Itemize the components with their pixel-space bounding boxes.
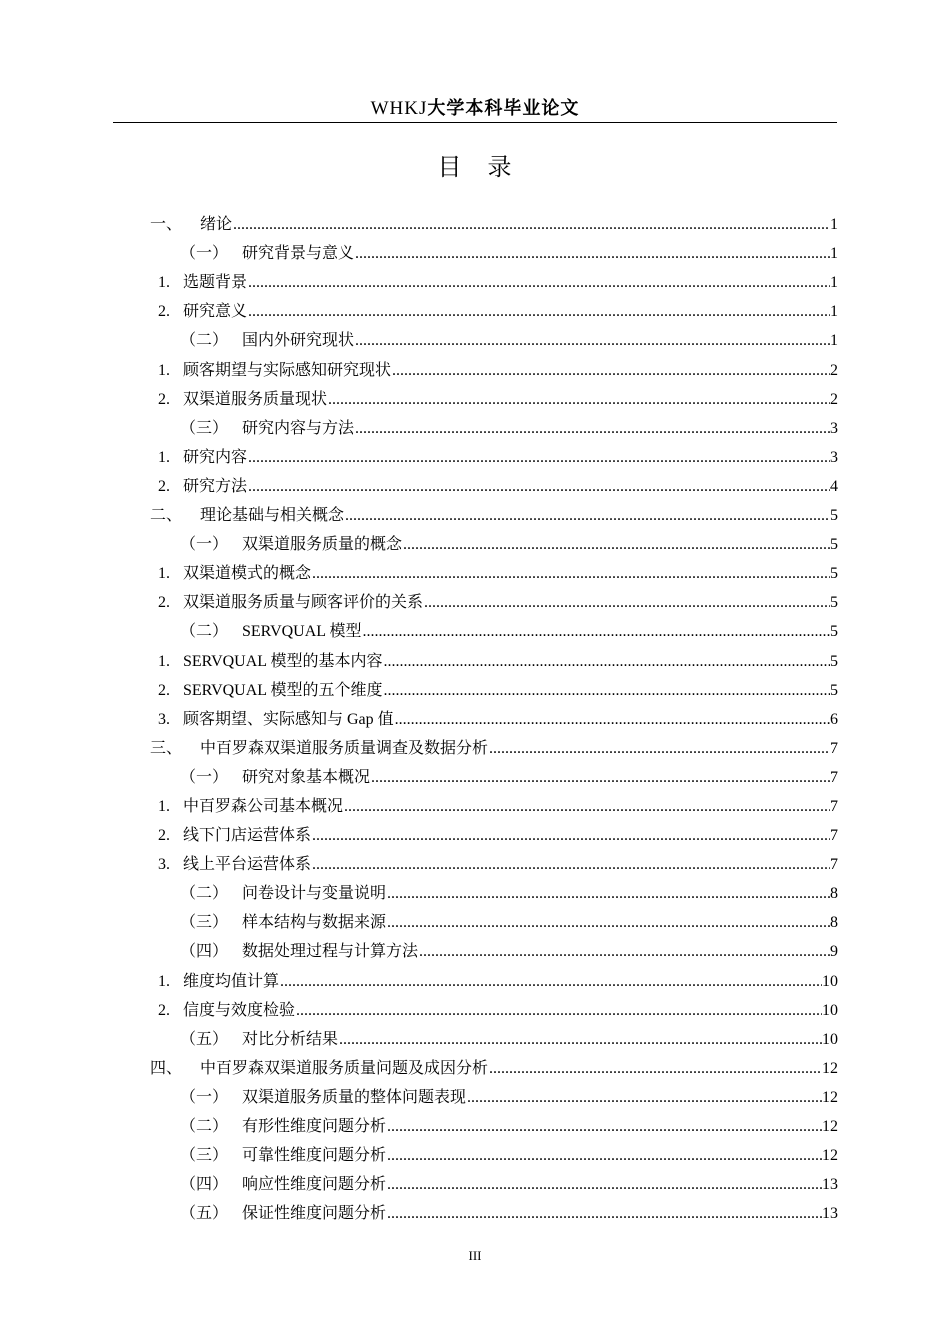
dot-leader (328, 390, 830, 410)
toc-entry-page: 12 (822, 1147, 838, 1165)
toc-entry-number: （四） (180, 943, 229, 961)
toc-entry-number: 二、 (150, 507, 183, 525)
toc-entry-page: 8 (830, 914, 838, 932)
toc-entry-page: 5 (830, 623, 838, 641)
dot-leader (424, 593, 830, 613)
dot-leader (395, 710, 830, 730)
toc-entry[interactable] (150, 992, 838, 1021)
toc-entry-title: 研究内容 (183, 448, 248, 466)
dot-leader (233, 215, 830, 235)
toc-entry-page: 3 (830, 448, 838, 466)
toc-entry-number: （五） (180, 1205, 229, 1223)
toc-entry[interactable] (150, 1137, 838, 1166)
toc-entry-title: 顾客期望与实际感知研究现状 (183, 361, 392, 379)
toc-entry-number: （五） (180, 1030, 229, 1048)
toc-entry-number: 1. (158, 652, 170, 670)
toc-entry[interactable] (150, 904, 838, 933)
toc-entry-page: 5 (830, 594, 838, 612)
toc-entry[interactable] (150, 759, 838, 788)
toc-entry-title: 国内外研究现状 (242, 332, 355, 350)
dot-leader (345, 506, 830, 526)
toc-entry-page: 5 (830, 681, 838, 699)
toc-entry-number: （三） (180, 1147, 229, 1165)
toc-entry-title: 选题背景 (183, 274, 248, 292)
toc-entry[interactable] (150, 584, 838, 613)
toc-entry-page: 7 (830, 856, 838, 874)
toc-entry-number: （一） (180, 1088, 229, 1106)
toc-entry-title: 研究意义 (183, 303, 248, 321)
toc-entry-page: 1 (830, 245, 838, 263)
toc-entry-number: 2. (158, 477, 170, 495)
toc-entry-title: 双渠道服务质量的整体问题表现 (242, 1088, 467, 1106)
toc-entry[interactable] (150, 846, 838, 875)
toc-entry-number: （二） (180, 332, 229, 350)
toc-entry-title: 线上平台运营体系 (183, 856, 312, 874)
toc-entry-title: 双渠道服务质量与顾客评价的关系 (183, 594, 424, 612)
toc-entry-number: （三） (180, 419, 229, 437)
toc-entry-number: 1. (158, 797, 170, 815)
toc-entry[interactable] (150, 672, 838, 701)
toc-entry-title: 中百罗森双渠道服务质量调查及数据分析 (200, 739, 489, 757)
toc-entry[interactable] (150, 322, 838, 351)
toc-entry-number: 1. (158, 972, 170, 990)
toc-entry-title: 有形性维度问题分析 (242, 1118, 387, 1135)
toc-entry-page: 7 (830, 797, 838, 815)
toc-entry-page: 10 (822, 1001, 838, 1019)
toc-entry[interactable] (150, 1079, 838, 1108)
toc-entry-title: 研究方法 (183, 477, 248, 495)
toc-entry-number: 四、 (150, 1059, 183, 1077)
toc-entry-number: （四） (180, 1176, 229, 1194)
toc-entry[interactable] (150, 439, 838, 468)
toc-entry-page: 5 (830, 565, 838, 583)
toc-entry-title: 信度与效度检验 (183, 1001, 296, 1019)
toc-entry[interactable] (150, 555, 838, 584)
toc-entry-page: 1 (830, 303, 838, 321)
toc-entry[interactable] (150, 381, 838, 410)
dot-leader (248, 273, 830, 293)
toc-entry-number: 2. (158, 594, 170, 612)
toc-entry[interactable] (150, 1166, 838, 1195)
toc-entry[interactable] (150, 730, 838, 759)
toc-entry[interactable] (150, 613, 838, 642)
toc-entry-page: 13 (822, 1205, 838, 1223)
dot-leader (489, 1059, 822, 1079)
toc-entry-page: 12 (822, 1088, 838, 1106)
toc-entry[interactable] (150, 788, 838, 817)
toc-entry-page: 2 (830, 361, 838, 379)
toc-entry-page: 3 (830, 419, 838, 437)
dot-leader (355, 331, 830, 351)
dot-leader (387, 1117, 822, 1137)
toc-entry-page: 5 (830, 652, 838, 670)
toc-title: 目 录 (437, 153, 513, 181)
toc-entry-number: 1. (158, 274, 170, 292)
toc-entry-title: 数据处理过程与计算方法 (242, 943, 419, 961)
toc-entry-title: 中百罗森双渠道服务质量问题及成因分析 (200, 1059, 489, 1077)
toc-entry-page: 5 (830, 507, 838, 525)
toc-entry[interactable] (150, 642, 838, 671)
dot-leader (387, 913, 830, 933)
table-of-contents (150, 206, 838, 1224)
toc-entry[interactable] (150, 468, 838, 497)
dot-leader (296, 1001, 822, 1021)
toc-entry[interactable] (150, 1108, 838, 1137)
dot-leader (248, 477, 830, 497)
toc-entry-page: 13 (822, 1176, 838, 1194)
toc-entry[interactable] (150, 701, 838, 730)
toc-entry-title: 研究对象基本概况 (242, 768, 371, 786)
dot-leader (387, 1204, 822, 1224)
toc-entry-title: SERVQUAL 模型 (242, 623, 362, 641)
toc-entry-title: 可靠性维度问题分析 (242, 1147, 387, 1165)
toc-entry-number: 2. (158, 390, 170, 408)
toc-entry-title: 响应性维度问题分析 (242, 1176, 387, 1194)
toc-entry-title: 研究背景与意义 (242, 245, 355, 263)
dot-leader (403, 535, 830, 555)
toc-entry[interactable] (150, 875, 838, 904)
toc-entry[interactable] (150, 962, 838, 991)
toc-entry-page: 2 (830, 390, 838, 408)
toc-entry-number: 2. (158, 827, 170, 845)
toc-entry-number: 1. (158, 565, 170, 583)
toc-entry-title: 维度均值计算 (183, 972, 280, 990)
toc-entry-number: 3. (158, 856, 170, 874)
toc-entry-page: 4 (830, 477, 838, 495)
toc-entry-title: 对比分析结果 (242, 1030, 339, 1048)
toc-entry[interactable] (150, 1021, 838, 1050)
dot-leader (362, 622, 830, 642)
toc-entry-title: 双渠道模式的概念 (183, 565, 312, 583)
toc-entry[interactable] (150, 1195, 838, 1224)
toc-entry[interactable] (150, 933, 838, 962)
toc-entry-title: 研究内容与方法 (242, 419, 355, 437)
toc-entry[interactable] (150, 206, 838, 235)
dot-leader (355, 244, 830, 264)
dot-leader (387, 1175, 822, 1195)
toc-entry[interactable] (150, 235, 838, 264)
toc-entry[interactable] (150, 410, 838, 439)
dot-leader (248, 302, 830, 322)
toc-entry-title: 理论基础与相关概念 (200, 507, 345, 525)
toc-entry-page: 10 (822, 972, 838, 990)
toc-entry-page: 1 (830, 332, 838, 350)
toc-entry-page: 5 (830, 536, 838, 554)
toc-entry-number: （二） (180, 1118, 229, 1135)
toc-entry-page: 7 (830, 827, 838, 845)
toc-entry-title: SERVQUAL 模型的五个维度 (183, 681, 383, 699)
toc-entry-number: （二） (180, 885, 229, 903)
header-title: 大学本科毕业论文 (427, 98, 580, 119)
toc-entry[interactable] (150, 526, 838, 555)
toc-entry-number: （一） (180, 768, 229, 786)
dot-leader (312, 564, 830, 584)
toc-entry[interactable] (150, 497, 838, 526)
toc-entry-page: 7 (830, 739, 838, 757)
toc-entry[interactable] (150, 1050, 838, 1079)
dot-leader (344, 797, 830, 817)
toc-entry-title: 线下门店运营体系 (183, 827, 312, 845)
dot-leader (387, 884, 830, 904)
toc-entry-title: 样本结构与数据来源 (242, 914, 387, 932)
toc-entry-page: 6 (830, 710, 838, 728)
toc-entry-page: 8 (830, 885, 838, 903)
toc-entry-title: 问卷设计与变量说明 (242, 885, 387, 903)
dot-leader (387, 1146, 822, 1166)
toc-entry-title: 双渠道服务质量现状 (183, 390, 328, 408)
toc-entry-title: 顾客期望、实际感知与 Gap 值 (183, 710, 394, 728)
toc-entry-number: 2. (158, 681, 170, 699)
dot-leader (392, 361, 830, 381)
dot-leader (383, 652, 830, 672)
toc-entry-number: 一、 (150, 216, 183, 234)
toc-entry-number: 3. (158, 710, 170, 728)
toc-entry-number: 2. (158, 1001, 170, 1019)
dot-leader (312, 855, 830, 875)
dot-leader (489, 739, 830, 759)
header-prefix: WHKJ (370, 98, 428, 119)
toc-entry-page: 12 (822, 1059, 838, 1077)
toc-entry-page: 12 (822, 1118, 838, 1135)
toc-entry-number: （一） (180, 245, 229, 263)
toc-entry-page: 1 (830, 274, 838, 292)
toc-entry[interactable] (150, 293, 838, 322)
dot-leader (339, 1030, 822, 1050)
toc-entry-number: 三、 (150, 739, 183, 757)
toc-entry-number: （三） (180, 914, 229, 932)
toc-entry-page: 9 (830, 943, 838, 961)
toc-entry-number: （一） (180, 536, 229, 554)
dot-leader (467, 1088, 822, 1108)
dot-leader (383, 681, 830, 701)
toc-entry[interactable] (150, 817, 838, 846)
page-header (113, 90, 837, 123)
toc-entry-title: 保证性维度问题分析 (242, 1205, 387, 1223)
toc-entry-page: 10 (822, 1030, 838, 1048)
toc-entry-page: 7 (830, 768, 838, 786)
dot-leader (355, 419, 830, 439)
toc-entry-number: 1. (158, 448, 170, 466)
toc-entry-title: SERVQUAL 模型的基本内容 (183, 652, 383, 670)
toc-entry-title: 绪论 (200, 216, 233, 234)
dot-leader (248, 448, 830, 468)
toc-entry[interactable] (150, 351, 838, 380)
toc-entry-number: 2. (158, 303, 170, 321)
toc-entry-title: 双渠道服务质量的概念 (242, 536, 403, 554)
dot-leader (371, 768, 830, 788)
toc-entry-number: （二） (180, 623, 229, 641)
toc-entry-page: 1 (830, 216, 838, 234)
dot-leader (312, 826, 830, 846)
toc-entry[interactable] (150, 264, 838, 293)
page-number: III (468, 1248, 482, 1263)
dot-leader (419, 942, 830, 962)
toc-entry-number: 1. (158, 361, 170, 379)
dot-leader (280, 972, 822, 992)
toc-entry-title: 中百罗森公司基本概况 (183, 797, 344, 815)
